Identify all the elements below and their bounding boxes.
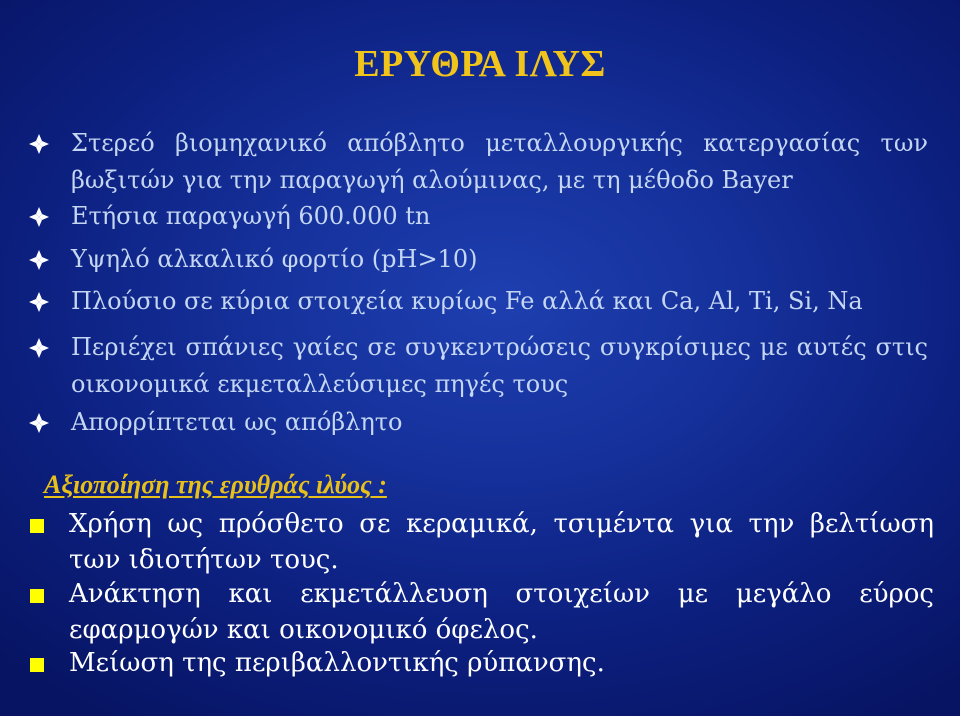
diamond-bullet-icon bbox=[28, 133, 50, 155]
use-text: Χρήση ως πρόσθετο σε κεραμικά, τσιμέντα για την βελτίωση των ιδιοτήτων τους. bbox=[69, 509, 934, 575]
square-bullet-icon bbox=[30, 519, 44, 533]
diamond-bullet-icon bbox=[28, 249, 50, 271]
subheading: Αξιοποίηση της ερυθράς ιλύος : bbox=[44, 470, 387, 499]
bullet-text: Περιέχει σπάνιες γαίες σε συγκεντρώσεις συγκρίσιμες με αυτές στις οικονομικά εκμεταλλεύσιμες πηγές τους bbox=[71, 333, 928, 398]
bullet-item bbox=[28, 329, 928, 403]
bullet-item bbox=[28, 404, 928, 441]
square-bullet-icon bbox=[30, 589, 44, 603]
slide-title: ΕΡΥΘΡΑ ΙΛΥΣ bbox=[354, 43, 606, 85]
diamond-bullet-icon bbox=[28, 291, 50, 313]
bullet-text: Υψηλό αλκαλικό φορτίο (pH>10) bbox=[71, 245, 478, 273]
bullet-item bbox=[28, 283, 928, 320]
use-text: Μείωση της περιβαλλοντικής ρύπανσης. bbox=[69, 648, 605, 678]
bullet-item bbox=[28, 241, 928, 278]
use-text: Ανάκτηση και εκμετάλλευση στοιχείων με μεγάλο εύρος εφαρμογών και οικονομικό όφελος. bbox=[69, 579, 934, 645]
diamond-bullet-icon bbox=[28, 206, 50, 228]
bullet-text: Πλούσιο σε κύρια στοιχεία κυρίως Fe αλλά και Ca, Al, Ti, Si, Na bbox=[71, 287, 863, 315]
diamond-bullet-icon bbox=[28, 412, 50, 434]
square-bullet-icon bbox=[30, 658, 44, 672]
bullet-item bbox=[28, 125, 928, 199]
bullet-item bbox=[28, 198, 928, 235]
use-item bbox=[30, 576, 934, 648]
bullet-text: Στερεό βιομηχανικό απόβλητο μεταλλουργικής κατεργασίας των βωξιτών για την παραγωγή αλούμινας, με τη μέθοδο Bayer bbox=[71, 129, 928, 194]
bullet-text: Ετήσια παραγωγή 600.000 tn bbox=[71, 202, 431, 230]
diamond-bullet-icon bbox=[28, 337, 50, 359]
use-item bbox=[30, 645, 934, 681]
use-item bbox=[30, 506, 934, 578]
bullet-text: Απορρίπτεται ως απόβλητο bbox=[71, 408, 403, 436]
